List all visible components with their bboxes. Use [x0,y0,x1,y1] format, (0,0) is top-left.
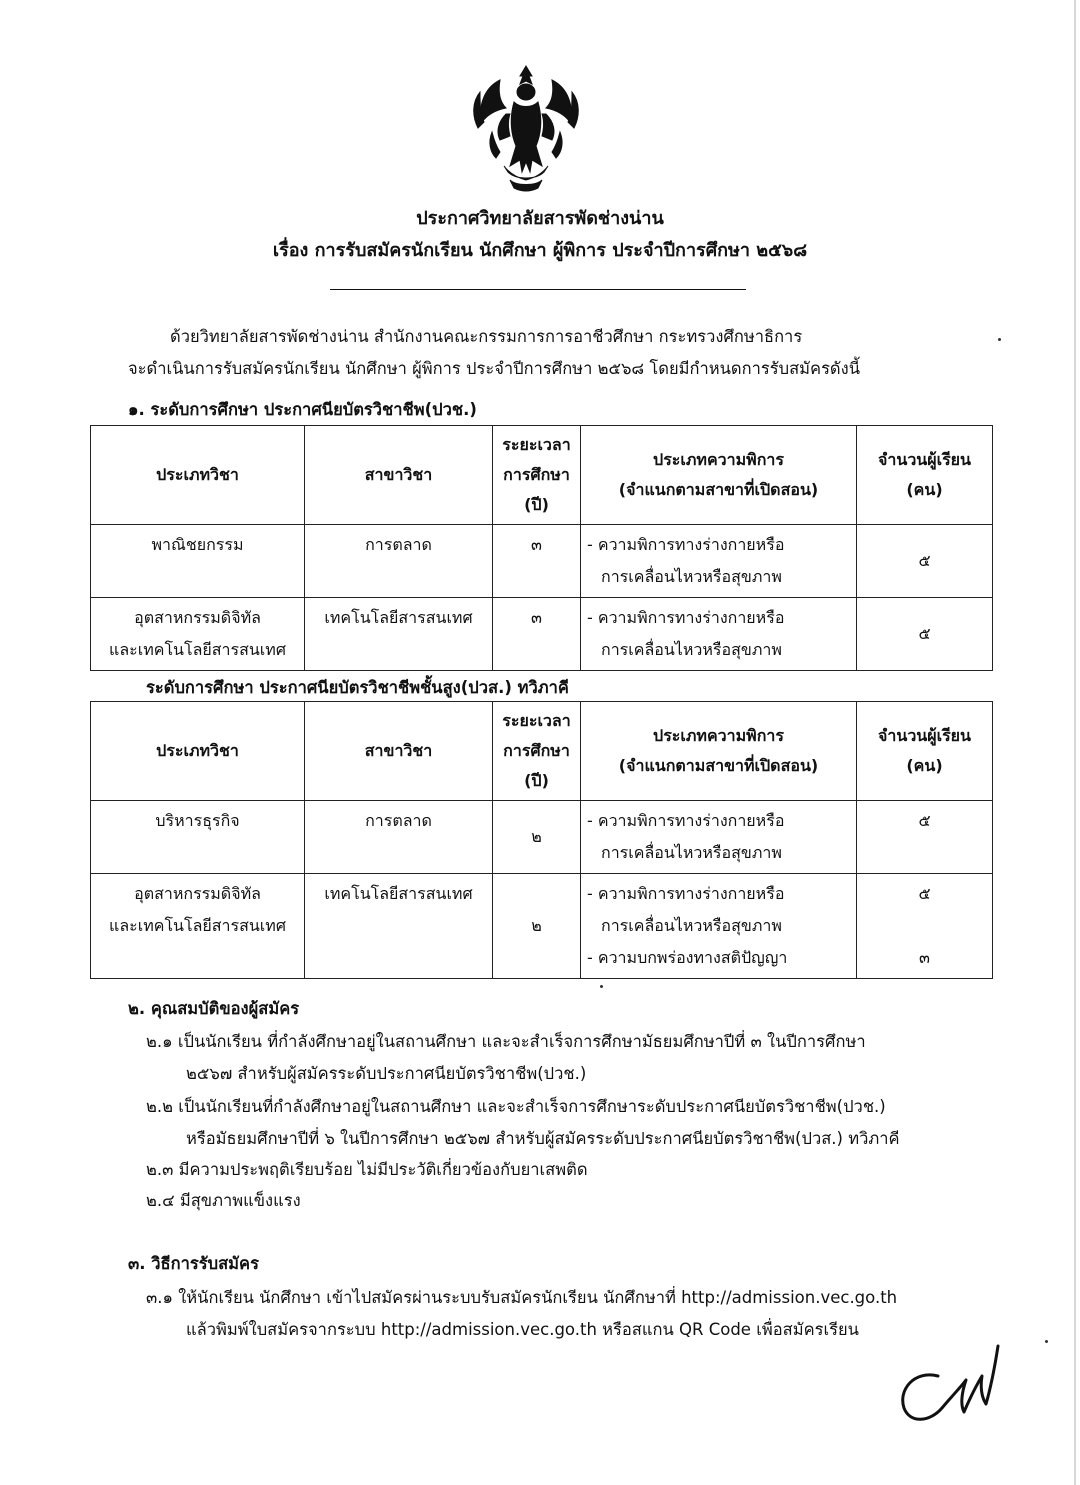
col-header-disability-l2: (จำแนกตามสาขาที่เปิดสอน) [618,480,819,499]
table-row [91,801,993,874]
col-header-count-l2: (คน) [906,756,943,775]
section3-heading: ๓. วิธีการรับสมัคร [128,1254,259,1273]
announcement-title: ประกาศวิทยาลัยสารพัดช่างน่าน [416,208,664,229]
disability-line-2: การเคลื่อนไหวหรือสุขภาพ [601,567,782,586]
col-header-disability [581,702,857,801]
disability-line-2: การเคลื่อนไหวหรือสุขภาพ [601,843,782,862]
qualification-2-1-line-2: ๒๕๖๗ สำหรับผู้สมัครระดับประกาศนียบัตรวิชาชีพ(ปวช.) [186,1064,587,1083]
cell-type-l1: พาณิชยกรรม [151,535,244,554]
disability-line-1: - ความพิการทางร่างกายหรือ [587,811,785,830]
cell-type-l2: และเทคโนโลยีสารสนเทศ [109,640,286,659]
cell-duration: ๒ [493,801,581,874]
col-header-duration [493,702,581,801]
disability-line-2: การเคลื่อนไหวหรือสุขภาพ [601,640,782,659]
col-header-count-l2: (คน) [906,480,943,499]
disability-line-1: - ความพิการทางร่างกายหรือ [587,884,785,903]
cell-count-1: ๕ [918,884,931,903]
announcement-subject: เรื่อง การรับสมัครนักเรียน นักศึกษา ผู้พิการ ประจำปีการศึกษา ๒๕๖๘ [272,240,808,261]
col-header-duration-l1: ระยะเวลา [502,435,571,454]
cell-count-2: ๓ [919,948,930,967]
intro-line-1: ด้วยวิทยาลัยสารพัดช่างน่าน สำนักงานคณะกรรมการการอาชีวศึกษา กระทรวงศึกษาธิการ [170,327,803,346]
col-header-count [857,426,993,525]
cell-field: เทคโนโลยีสารสนเทศ [305,598,493,671]
section2-heading: ๒. คุณสมบัติของผู้สมัคร [128,999,300,1018]
table-row [91,598,993,671]
cell-field: การตลาด [305,801,493,874]
cell-count: ๕ [857,801,993,874]
col-header-type: ประเภทวิชา [91,702,305,801]
cell-type-l2: และเทคโนโลยีสารสนเทศ [109,916,286,935]
cell-type-l1: บริหารธุรกิจ [155,811,240,830]
application-3-1-line-2: แล้วพิมพ์ใบสมัครจากระบบ http://admission.vec.go.th หรือสแกน QR Code เพื่อสมัครเรียน [186,1320,859,1339]
table-header-row [91,702,993,801]
qualification-2-4: ๒.๔ มีสุขภาพแข็งแรง [146,1191,301,1210]
higher-vocational-table [90,701,993,979]
col-header-duration-l2: การศึกษา [503,465,570,484]
section1b-heading: ระดับการศึกษา ประกาศนียบัตรวิชาชีพชั้นสูง(ปวส.) ทวิภาคี [146,678,569,697]
col-header-duration-l1: ระยะเวลา [502,711,571,730]
col-header-disability-l1: ประเภทความพิการ [653,726,784,745]
qualification-2-1-line-1: ๒.๑ เป็นนักเรียน ที่กำลังศึกษาอยู่ในสถานศึกษา และจะสำเร็จการศึกษามัธยมศึกษาปีที่ ๓ ในปีการศึกษา [146,1032,866,1051]
section1-heading: ๑. ระดับการศึกษา ประกาศนียบัตรวิชาชีพ(ปวช.) [128,400,477,419]
col-header-duration-l3: (ปี) [524,495,549,514]
col-header-type: ประเภทวิชา [91,426,305,525]
col-header-disability-l2: (จำแนกตามสาขาที่เปิดสอน) [618,756,819,775]
qualification-2-3: ๒.๓ มีความประพฤติเรียบร้อย ไม่มีประวัติเกี่ยวข้องกับยาเสพติด [146,1160,588,1179]
table-header-row [91,426,993,525]
col-header-count [857,702,993,801]
cell-count: ๕ [857,598,993,671]
col-header-disability-l1: ประเภทความพิการ [653,450,784,469]
col-header-field: สาขาวิชา [305,426,493,525]
scan-mark [998,338,1001,341]
cell-field: เทคโนโลยีสารสนเทศ [305,874,493,979]
cell-type-l1: อุตสาหกรรมดิจิทัล [134,608,261,627]
cell-type [91,801,305,874]
cell-duration: ๓ [493,598,581,671]
col-header-duration [493,426,581,525]
cell-count [857,874,993,979]
handwritten-signature-icon [890,1332,1010,1442]
scan-mark [600,985,603,988]
cell-disability [581,801,857,874]
disability-line-1: - ความพิการทางร่างกายหรือ [587,608,785,627]
table-row [91,874,993,979]
qualification-2-2-line-1: ๒.๒ เป็นนักเรียนที่กำลังศึกษาอยู่ในสถานศึกษา และจะสำเร็จการศึกษาระดับประกาศนียบัตรวิชาชีพ(ปวช.) [146,1097,886,1116]
garuda-emblem-icon [470,62,582,192]
title-underline [330,289,746,290]
col-header-count-l1: จำนวนผู้เรียน [878,726,971,745]
col-header-duration-l2: การศึกษา [503,741,570,760]
vocational-certificate-table [90,425,993,671]
cell-duration: ๓ [493,525,581,598]
cell-disability [581,598,857,671]
disability-line-1: - ความพิการทางร่างกายหรือ [587,535,785,554]
col-header-field: สาขาวิชา [305,702,493,801]
disability-line-2: การเคลื่อนไหวหรือสุขภาพ [601,916,782,935]
disability-line-3: - ความบกพร่องทางสติปัญญา [587,948,788,967]
cell-disability [581,525,857,598]
col-header-duration-l3: (ปี) [524,771,549,790]
col-header-disability [581,426,857,525]
application-3-1-line-1: ๓.๑ ให้นักเรียน นักศึกษา เข้าไปสมัครผ่านระบบรับสมัครนักเรียน นักศึกษาที่ http://admission.vec.go.th [146,1288,898,1307]
intro-line-2: จะดำเนินการรับสมัครนักเรียน นักศึกษา ผู้พิการ ประจำปีการศึกษา ๒๕๖๘ โดยมีกำหนดการรับสมัครดังนี้ [128,359,860,378]
scan-mark [1045,1340,1048,1343]
cell-type [91,598,305,671]
cell-disability [581,874,857,979]
cell-duration: ๒ [493,874,581,979]
qualification-2-2-line-2: หรือมัธยมศึกษาปีที่ ๖ ในปีการศึกษา ๒๕๖๗ สำหรับผู้สมัครระดับประกาศนียบัตรวิชาชีพ(ปวส.) ทวิภาคี [186,1129,900,1148]
table-row [91,525,993,598]
cell-type [91,874,305,979]
col-header-count-l1: จำนวนผู้เรียน [878,450,971,469]
cell-count: ๕ [857,525,993,598]
cell-type-l1: อุตสาหกรรมดิจิทัล [134,884,261,903]
cell-field: การตลาด [305,525,493,598]
cell-type [91,525,305,598]
